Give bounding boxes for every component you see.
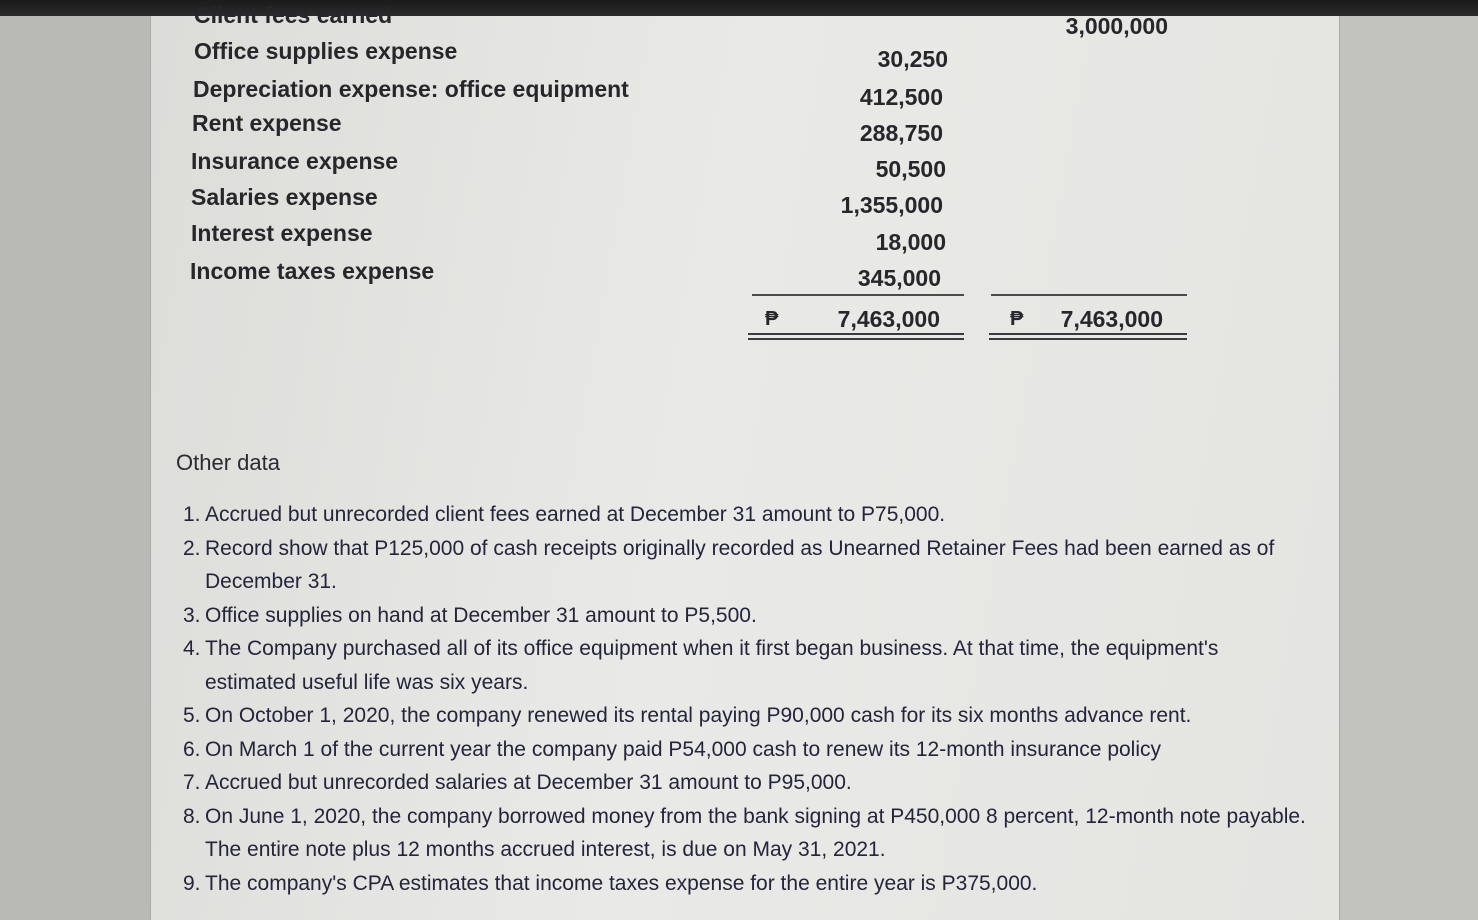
list-item xyxy=(183,867,1313,901)
debit-amount: 288,750 xyxy=(859,120,943,146)
item-number: 7. xyxy=(183,771,201,794)
debit-amount: 18,000 xyxy=(875,229,946,255)
list-item xyxy=(183,699,1313,733)
account-label: Depreciation expense: office equipment xyxy=(193,76,629,102)
list-item xyxy=(183,766,1313,800)
debit-amount: 412,500 xyxy=(859,84,943,110)
other-data-list xyxy=(183,498,1313,900)
item-number: 6. xyxy=(183,737,201,761)
subtotal-rule-credit xyxy=(991,294,1187,296)
account-label: Client fees earned xyxy=(194,2,393,28)
debit-amount: 30,250 xyxy=(877,46,948,72)
debit-amount: 1,355,000 xyxy=(840,192,943,218)
item-number: 3. xyxy=(183,603,201,627)
item-text: The company's CPA estimates that income taxes expense for the entire year is P375,000. xyxy=(205,871,1038,895)
list-item xyxy=(183,532,1313,599)
list-item xyxy=(183,632,1313,699)
trial-balance xyxy=(0,0,1478,360)
item-text: On October 1, 2020, the company renewed its rental paying P90,000 cash for its six months advance rent. xyxy=(205,704,1192,727)
item-text: On March 1 of the current year the company paid P54,000 cash to renew its 12-month insurance policy xyxy=(205,737,1162,761)
item-text: The Company purchased all of its office equipment when it first began business. At that time, the equipment's estimated useful life was six years. xyxy=(205,637,1219,694)
total-double-rule-credit xyxy=(989,333,1187,340)
item-number: 8. xyxy=(183,804,201,828)
item-number: 2. xyxy=(183,536,201,560)
subtotal-rule-debit xyxy=(752,294,964,296)
list-item xyxy=(183,498,1313,532)
item-number: 5. xyxy=(183,704,201,727)
list-item xyxy=(183,800,1313,867)
account-label: Rent expense xyxy=(192,110,342,136)
peso-sign: ₱ xyxy=(1010,308,1024,330)
total-double-rule-debit xyxy=(748,333,964,340)
item-text: Record show that P125,000 of cash receipts originally recorded as Unearned Retainer Fees had been earned as of December 31. xyxy=(205,536,1275,593)
account-label: Salaries expense xyxy=(191,184,378,210)
account-label: Income taxes expense xyxy=(190,258,435,284)
list-item xyxy=(183,599,1313,633)
item-text: Accrued but unrecorded salaries at December 31 amount to P95,000. xyxy=(205,771,852,794)
item-number: 9. xyxy=(183,871,201,895)
debit-amount: 345,000 xyxy=(857,265,941,291)
item-number: 1. xyxy=(183,503,201,526)
account-label: Office supplies expense xyxy=(194,38,458,64)
item-number: 4. xyxy=(183,637,201,660)
account-label: Insurance expense xyxy=(191,148,399,174)
item-text: On June 1, 2020, the company borrowed money from the bank signing at P450,000 8 percent, 12-month note payable. The entire note plus 12 months accrued interest, is due on May 31, 2021. xyxy=(205,804,1306,861)
debit-amount: 50,500 xyxy=(875,156,946,182)
credit-amount: 3,000,000 xyxy=(1065,13,1168,39)
item-text: Accrued but unrecorded client fees earned at December 31 amount to P75,000. xyxy=(205,503,946,526)
account-label: Interest expense xyxy=(191,220,373,246)
peso-sign: ₱ xyxy=(765,308,779,330)
list-item xyxy=(183,733,1313,767)
total-credit: 7,463,000 xyxy=(1060,306,1163,332)
total-debit: 7,463,000 xyxy=(837,306,940,332)
other-data-heading: Other data xyxy=(176,450,280,475)
item-text: Office supplies on hand at December 31 amount to P5,500. xyxy=(205,603,757,627)
